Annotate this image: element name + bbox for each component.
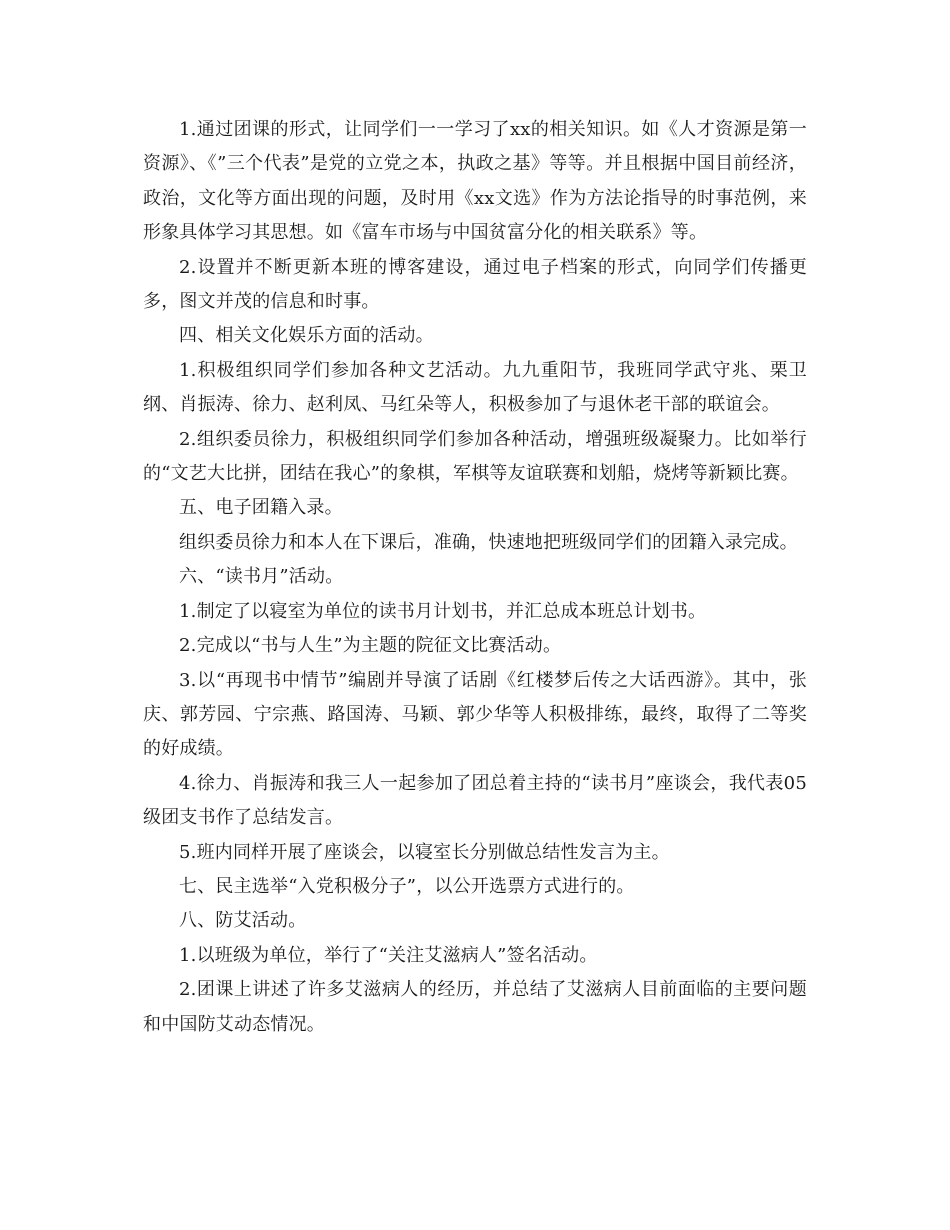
paragraph: 3.以“再现书中情节”编剧并导演了话剧《红楼梦后传之大话西游》。其中，张庆、郭芳园、宁宗燕、路国涛、马颖、郭少华等人积极排练，最终，取得了二等奖的好成绩。 — [143, 669, 807, 760]
paragraph: 2.设置并不断更新本班的博客建设，通过电子档案的形式，向同学们传播更多，图文并茂的信息和时事。 — [143, 256, 807, 313]
document-body — [143, 113, 807, 1042]
paragraph: 1.制定了以寝室为单位的读书月计划书，并汇总成本班总计划书。 — [179, 600, 707, 622]
paragraph: 5.班内同样开展了座谈会，以寝室长分别做总结性发言为主。 — [179, 841, 670, 863]
paragraph: 1.通过团课的形式，让同学们一一学习了xx的相关知识。如《人才资源是第一资源》、《”三个代表”是党的立党之本，执政之基》等等。并且根据中国目前经济，政治，文化等方面出现的问题，及时用《xx文选》作为方法论指导的时事范例，来形象具体学习其思想。如《富车市场与中国贫富分化的相关联系》等。 — [143, 119, 807, 244]
paragraph: 组织委员徐力和本人在下课后，准确，快速地把班级同学们的团籍入录完成。 — [179, 531, 798, 553]
paragraph: 1.积极组织同学们参加各种文艺活动。九九重阳节，我班同学武守兆、栗卫纲、肖振涛、徐力、赵利凤、马红朵等人，积极参加了与退休老干部的联谊会。 — [143, 359, 807, 416]
section-heading: 八、防艾活动。 — [179, 910, 307, 932]
section-heading: 七、民主选举“入党积极分子”，以公开选票方式进行的。 — [179, 875, 635, 897]
paragraph: 2.组织委员徐力，积极组织同学们参加各种活动，增强班级凝聚力。比如举行的“文艺大比拼，团结在我心”的象棋，军棋等友谊联赛和划船，烧烤等新颖比赛。 — [143, 428, 807, 485]
paragraph: 2.完成以“书与人生”为主题的院征文比赛活动。 — [179, 635, 562, 657]
paragraph: 2.团课上讲述了许多艾滋病人的经历，并总结了艾滋病人目前面临的主要问题和中国防艾动态情况。 — [143, 979, 807, 1035]
section-heading: 四、相关文化娱乐方面的活动。 — [179, 325, 434, 347]
paragraph: 4.徐力、肖振涛和我三人一起参加了团总着主持的“读书月”座谈会，我代表05级团支书作了总结发言。 — [143, 772, 807, 829]
paragraph: 1.以班级为单位，举行了“关注艾滋病人”签名活动。 — [179, 944, 598, 966]
section-heading: 五、电子团籍入录。 — [179, 497, 343, 519]
section-heading: 六、“读书月”活动。 — [179, 566, 344, 588]
